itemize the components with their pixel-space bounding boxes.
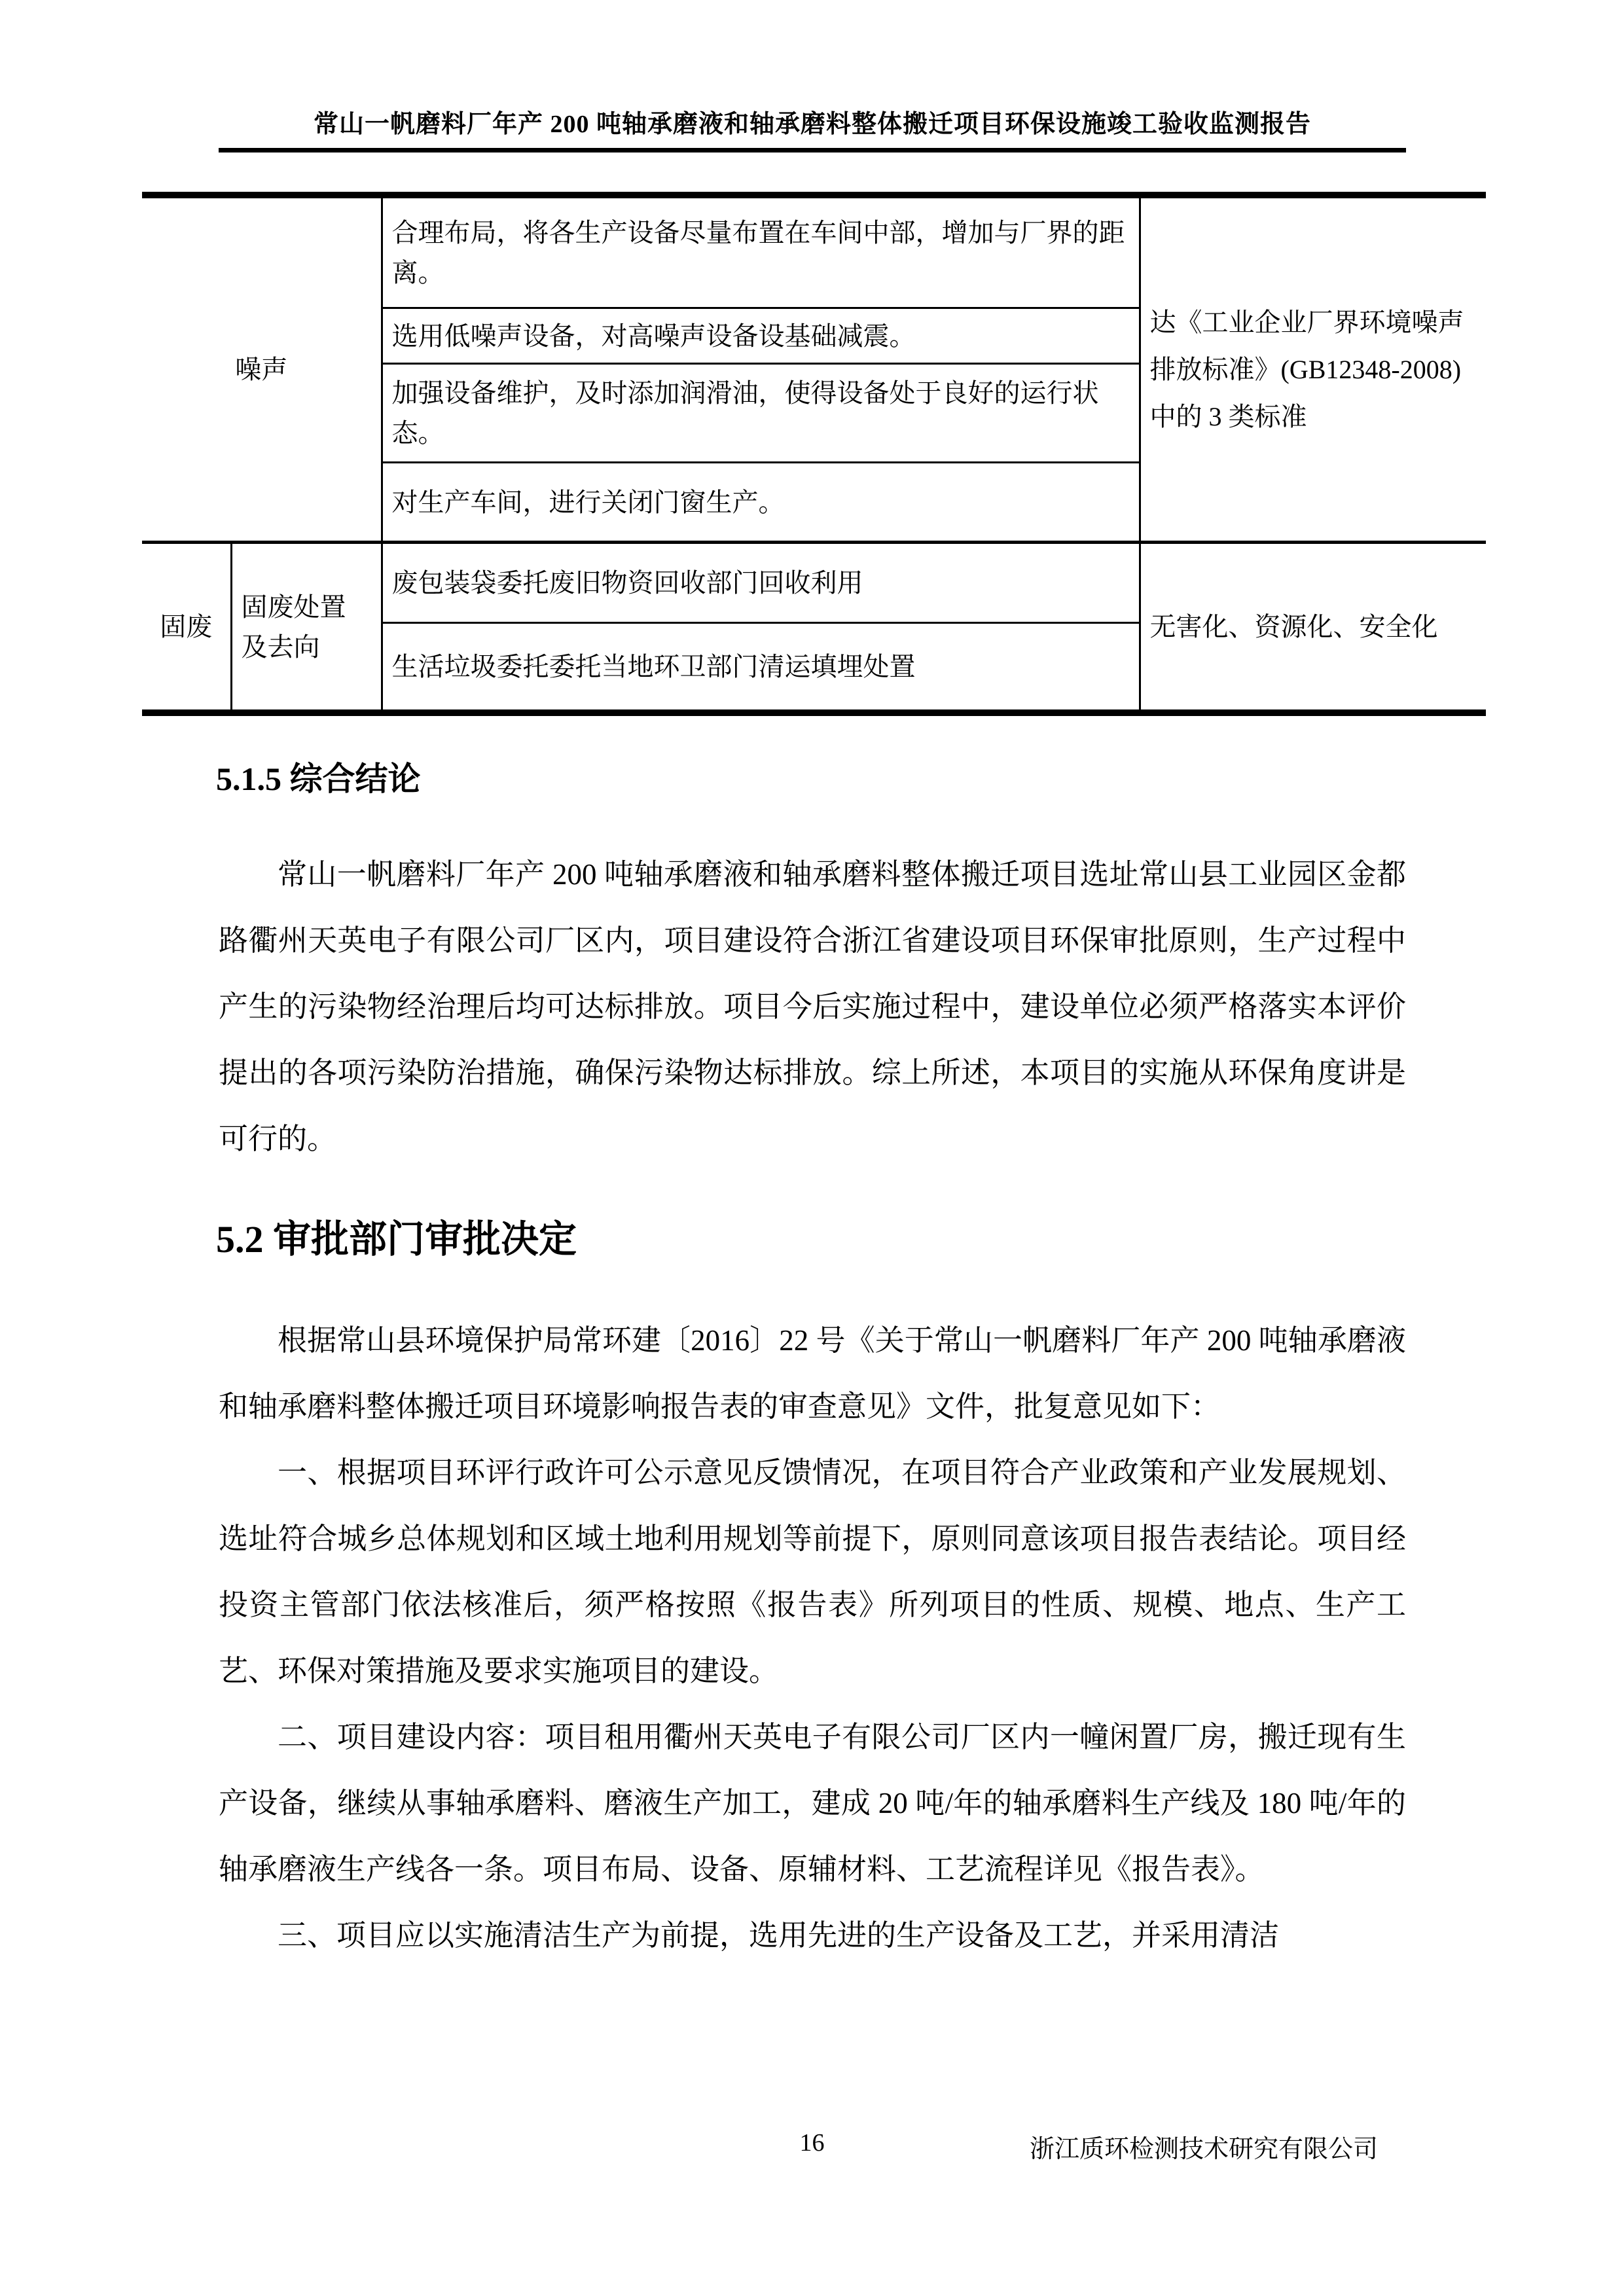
- ep-measures-table: [142, 196, 1486, 711]
- section-number: 5.2: [216, 1218, 264, 1261]
- paragraph: 根据常山县环境保护局常环建〔2016〕22 号《关于常山一帆磨料厂年产 200 吨轴承磨液和轴承磨料整体搬迁项目环境影响报告表的审查意见》文件，批复意见如下：: [219, 1324, 1406, 1423]
- ep-measures-table-wrap: [142, 192, 1486, 716]
- table-row: [142, 198, 1486, 308]
- section-52-body: [219, 1308, 1406, 1969]
- noise-measure-3: 加强设备维护，及时添加润滑油，使得设备处于良好的运行状态。: [382, 364, 1140, 463]
- paragraph: 三、项目应以实施清洁生产为前提，选用先进的生产设备及工艺，并采用清洁: [278, 1919, 1280, 1952]
- section-515-body: [219, 842, 1406, 1172]
- solid-waste-category-cell: 固废: [142, 543, 231, 711]
- solid-waste-subcategory-cell: 固废处置及去向: [231, 543, 382, 711]
- section-heading-52: [216, 1208, 577, 1263]
- noise-measure-4: 对生产车间，进行关闭门窗生产。: [382, 463, 1140, 543]
- solid-waste-standard-cell: 无害化、资源化、安全化: [1140, 543, 1486, 711]
- section-title: 审批部门审批决定: [273, 1218, 577, 1261]
- footer-company-name: 浙江质环检测技术研究有限公司: [1029, 2136, 1378, 2163]
- solid-waste-measure-2: 生活垃圾委托委托当地环卫部门清运填埋处置: [382, 623, 1140, 711]
- paragraph: 常山一帆磨料厂年产 200 吨轴承磨液和轴承磨料整体搬迁项目选址常山县工业园区金都路衢州天英电子有限公司厂区内，项目建设符合浙江省建设项目环保审批原则，生产过程中产生的污染物经治理后均可达标排放。项目今后实施过程中，建设单位必须严格落实本评价提出的各项污染防治措施，确保污染物达标排放。综上所述，本项目的实施从环保角度讲是可行的。: [219, 858, 1406, 1155]
- noise-category-cell: 噪声: [142, 198, 382, 543]
- header-rule: [219, 148, 1406, 152]
- page-header-title: 常山一帆磨料厂年产 200 吨轴承磨液和轴承磨料整体搬迁项目环保设施竣工验收监测报告: [313, 111, 1311, 138]
- paragraph: 一、根据项目环评行政许可公示意见反馈情况，在项目符合产业政策和产业发展规划、选址符合城乡总体规划和区域土地利用规划等前提下，原则同意该项目报告表结论。项目经投资主管部门依法核准后，须严格按照《报告表》所列项目的性质、规模、地点、生产工艺、环保对策措施及要求实施项目的建设。: [219, 1456, 1406, 1687]
- noise-measure-2: 选用低噪声设备，对高噪声设备设基础减震。: [382, 308, 1140, 364]
- page-number: 16: [799, 2129, 825, 2157]
- section-number: 5.1.5: [216, 761, 281, 797]
- table-row: [142, 543, 1486, 623]
- solid-waste-measure-1: 废包装袋委托废旧物资回收部门回收利用: [382, 543, 1140, 623]
- section-heading-515: [216, 753, 421, 800]
- noise-standard-cell: 达《工业企业厂界环境噪声排放标准》(GB12348-2008)中的 3 类标准: [1140, 198, 1486, 543]
- paragraph: 二、项目建设内容：项目租用衢州天英电子有限公司厂区内一幢闲置厂房，搬迁现有生产设备，继续从事轴承磨料、磨液生产加工，建成 20 吨/年的轴承磨料生产线及 180 吨/年的轴承磨液生产线各一条。项目布局、设备、原辅材料、工艺流程详见《报告表》。: [219, 1721, 1406, 1886]
- noise-measure-1: 合理布局，将各生产设备尽量布置在车间中部，增加与厂界的距离。: [382, 198, 1140, 308]
- section-title: 综合结论: [289, 761, 421, 797]
